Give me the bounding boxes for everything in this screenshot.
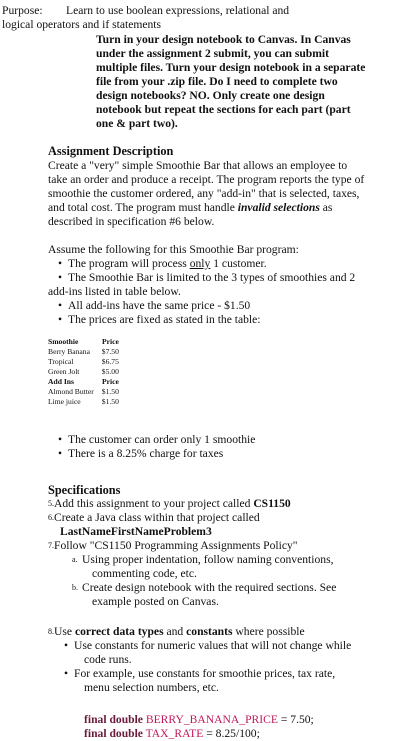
list-item-text: All add-ins have the same price - $1.50: [68, 299, 251, 312]
table-row: [48, 387, 121, 397]
list-item-text: 1 customer.: [210, 257, 267, 270]
turn-in-line: file from your .zip file. Do I need to complete two: [96, 75, 338, 88]
code-value: = 7.50;: [277, 713, 314, 726]
list-item-text: menu selection numbers, etc.: [84, 681, 219, 694]
spec-item-7b: [48, 581, 400, 609]
code-value: = 8.25/100;: [203, 727, 260, 740]
turn-in-line: one & part two).: [96, 117, 178, 130]
table-row: [48, 357, 121, 367]
description-line: Create a "very" simple Smoothie Bar that allows an employee to: [48, 159, 348, 172]
description-text: and total cost. The program must handle: [48, 201, 238, 214]
list-item-text: The program will process: [68, 257, 190, 270]
code-keyword: final double: [84, 713, 143, 726]
assume-list: [48, 257, 400, 327]
list-item-text: code runs.: [84, 653, 132, 666]
spec-number: 5.: [48, 499, 54, 508]
table-cell: $7.50: [101, 347, 119, 356]
spec-number: 7.: [48, 541, 54, 550]
spec-number: b.: [72, 583, 78, 592]
spec-text: Using proper indentation, follow naming conventions,: [82, 553, 334, 566]
spec-number: 8.: [48, 627, 54, 636]
specifications-heading: Specifications: [48, 483, 121, 497]
spec-item-5: [48, 497, 400, 511]
code-identifier: TAX_RATE: [142, 727, 204, 740]
list-item-text: For example, use constants for smoothie prices, tax rate,: [74, 667, 336, 680]
spec-text: Use: [54, 625, 75, 638]
table-header-row: [48, 337, 121, 347]
table-cell: Tropical: [48, 357, 74, 366]
list-item: • There is a 8.25% charge for taxes: [48, 447, 400, 461]
purpose-text-continued: logical operators and if statements: [2, 18, 162, 31]
table-cell: Lime juice: [48, 397, 81, 406]
spec-item-7a: [48, 553, 400, 581]
invalid-selections-emphasis: invalid selections: [237, 201, 320, 214]
spec-emphasis: correct data types: [74, 625, 164, 638]
assume-intro: Assume the following for this Smoothie Bar program:: [48, 243, 299, 256]
table-row: [48, 367, 121, 377]
list-item-text: The prices are fixed as stated in the table:: [68, 313, 261, 326]
assignment-description-heading: Assignment Description: [48, 144, 174, 158]
project-name: CS1150: [253, 497, 291, 510]
spec-item-8: [48, 625, 400, 639]
smoothie-price-table: [48, 337, 121, 407]
list-item: • The customer can order only 1 smoothie: [48, 433, 400, 447]
spec-text: commenting code, etc.: [92, 567, 197, 580]
code-line: [84, 727, 400, 741]
code-example: [84, 713, 400, 741]
spec-emphasis: constants: [186, 625, 233, 638]
list-item-text: add-ins listed in table below.: [48, 285, 181, 298]
spec-item-6: [48, 511, 400, 525]
spec-text: and: [163, 625, 187, 638]
list-item: [48, 299, 400, 313]
table-header-cell: Smoothie: [48, 337, 79, 346]
spec-text: where possible: [232, 625, 305, 638]
code-keyword: final double: [84, 727, 143, 740]
list-item-text: Use constants for numeric values that will not change while: [74, 639, 352, 652]
turn-in-line: under the assignment 2 submit, you can submit: [96, 47, 329, 60]
spec-text: Follow "CS1150 Programming Assignments Policy": [54, 539, 298, 552]
list-item: [54, 639, 400, 667]
code-identifier: BERRY_BANANA_PRICE: [142, 713, 278, 726]
description-line: take an order and produce a receipt. The program reports the type of: [48, 173, 365, 186]
table-cell: Green Jolt: [48, 367, 80, 376]
table-cell: $5.00: [101, 367, 119, 376]
purpose-label: Purpose:: [2, 4, 43, 17]
class-name: LastNameFirstNameProblem3: [60, 525, 212, 538]
purpose-line: [2, 4, 400, 18]
list-item: [54, 667, 400, 695]
spec-text: Create design notebook with the required sections. See: [82, 581, 337, 594]
list-item-text: The Smoothie Bar is limited to the 3 types of smoothies and 2: [68, 271, 356, 284]
spec-text: Add this assignment to your project called: [54, 497, 254, 510]
customer-notes-list: [48, 433, 400, 461]
description-line: [48, 201, 400, 215]
code-line: [84, 713, 400, 727]
list-item: [48, 257, 400, 271]
list-item: [48, 271, 400, 299]
table-cell: $1.50: [101, 397, 119, 406]
turn-in-line: Turn in your design notebook to Canvas. In Canvas: [96, 33, 351, 46]
turn-in-line: design notebooks? NO. Only create one design: [96, 89, 325, 102]
table-cell: Berry Banana: [48, 347, 90, 356]
spec-item-7: [48, 539, 400, 553]
purpose-text: Learn to use boolean expressions, relational and: [66, 4, 290, 17]
table-row: [48, 347, 121, 357]
table-header-cell: Price: [102, 337, 119, 346]
table-header-cell: Add Ins: [48, 377, 74, 386]
list-item: [48, 313, 400, 327]
spec-text: example posted on Canvas.: [92, 595, 219, 608]
assignment-description-body: [48, 159, 400, 229]
table-header-row: [48, 377, 121, 387]
description-line: described in specification #6 below.: [48, 215, 215, 228]
turn-in-line: notebook but repeat the sections for each part (part: [96, 103, 351, 116]
table-header-cell: Price: [102, 377, 119, 386]
description-text: as: [319, 201, 333, 214]
table-cell: $1.50: [101, 387, 119, 396]
turn-in-line: multiple files. Turn your design notebook in a separate: [96, 61, 366, 74]
spec-number: a.: [72, 555, 78, 564]
table-cell: $6.75: [101, 357, 119, 366]
description-line: smoothie the customer ordered, any "add-in" that is selected, taxes,: [48, 187, 360, 200]
spec-number: 6.: [48, 513, 54, 522]
spec-8-list: [54, 639, 400, 695]
spec-text: Create a Java class within that project called: [54, 511, 260, 524]
only-underlined: only: [189, 257, 211, 270]
table-cell: Almond Butter: [48, 387, 94, 396]
table-row: [48, 397, 121, 407]
turn-in-instructions: [96, 33, 400, 131]
